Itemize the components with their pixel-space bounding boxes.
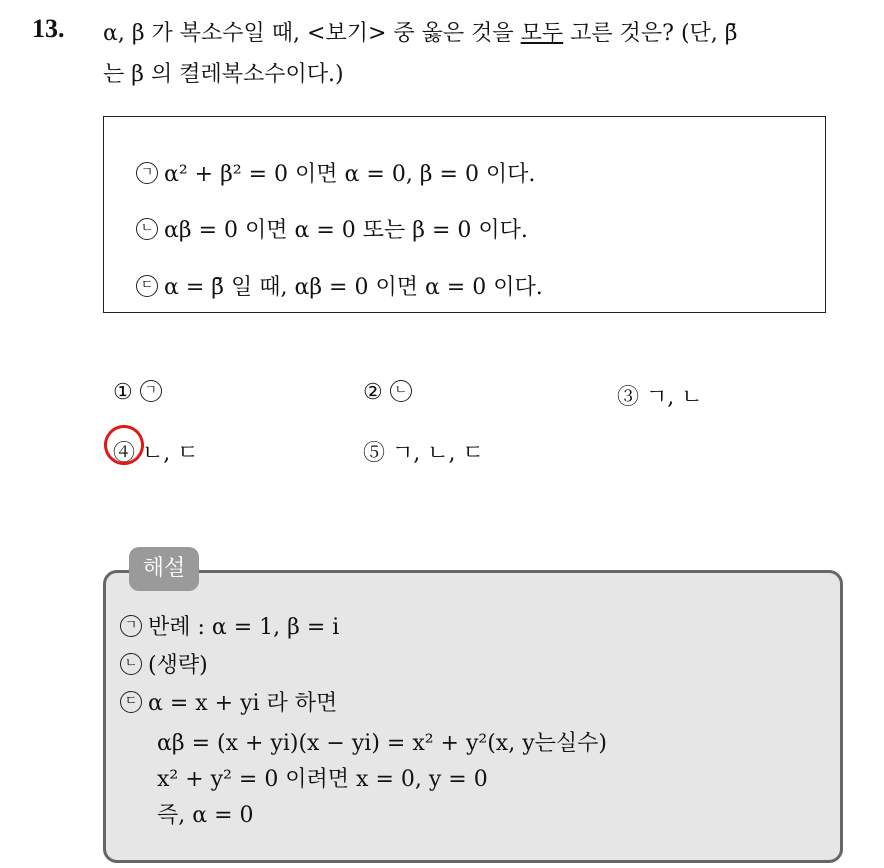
circled-mark: ㄴ [136,218,158,240]
choice-number: ① [113,380,133,405]
bogi-box [103,116,826,313]
solution-line-4: αβ = (x + yi)(x − yi) = x² + y²(x, y는실수) [157,731,607,756]
choice-number: ② [363,380,383,405]
bogi-item-text: αβ = 0 이면 α = 0 또는 β = 0 이다. [164,218,528,243]
choice-marks: ㄱ, ㄴ, ㄷ [392,441,484,466]
choice-number: ③ [617,385,640,410]
question-number: 13. [32,14,65,43]
choice-number: ④ [113,441,136,466]
solution-label: 해설 [129,547,199,591]
solution-line-3 [120,686,337,717]
circled-mark: ㄱ [140,380,162,402]
bogi-item-text: α² + β² = 0 이면 α = 0, β = 0 이다. [164,162,536,187]
solution-text: 반례 : α = 1, β = i [148,615,340,640]
bogi-item-1 [136,157,535,188]
circled-mark: ㄷ [136,275,158,297]
solution-text: α = x + yi 라 하면 [148,691,338,716]
choice-1[interactable] [113,380,168,405]
bogi-item-text: α = β̄ 일 때, αβ = 0 이면 α = 0 이다. [164,275,543,300]
solution-line-1 [120,610,339,641]
question-line-2: 는 β 의 켤레복소수이다.) [103,62,344,87]
solution-text: (생략) [148,653,208,678]
circled-mark: ㄴ [390,380,412,402]
solution-line-2 [120,648,208,679]
choice-number: ⑤ [363,441,386,466]
circled-mark: ㄴ [120,653,142,675]
question-line-1 [103,16,738,47]
question-text: α, β 가 복소수일 때, <보기> 중 옳은 것을 [103,21,521,46]
solution-line-5: x² + y² = 0 이려면 x = 0, y = 0 [157,767,488,792]
bogi-item-3 [136,270,543,301]
choice-2[interactable] [363,380,418,405]
solution-line-6: 즉, α = 0 [157,803,254,828]
choice-5[interactable] [363,436,484,467]
choice-marks: ㄱ, ㄴ [646,385,703,410]
choice-3[interactable] [617,380,703,411]
underlined-word: 모두 [520,21,564,46]
circled-mark: ㄱ [136,162,158,184]
circled-mark: ㄱ [120,615,142,637]
bogi-item-2 [136,213,528,244]
question-text-tail: 고른 것은? (단, β̄ [563,21,738,46]
choice-marks: ㄴ, ㄷ [142,441,199,466]
circled-mark: ㄷ [120,691,142,713]
